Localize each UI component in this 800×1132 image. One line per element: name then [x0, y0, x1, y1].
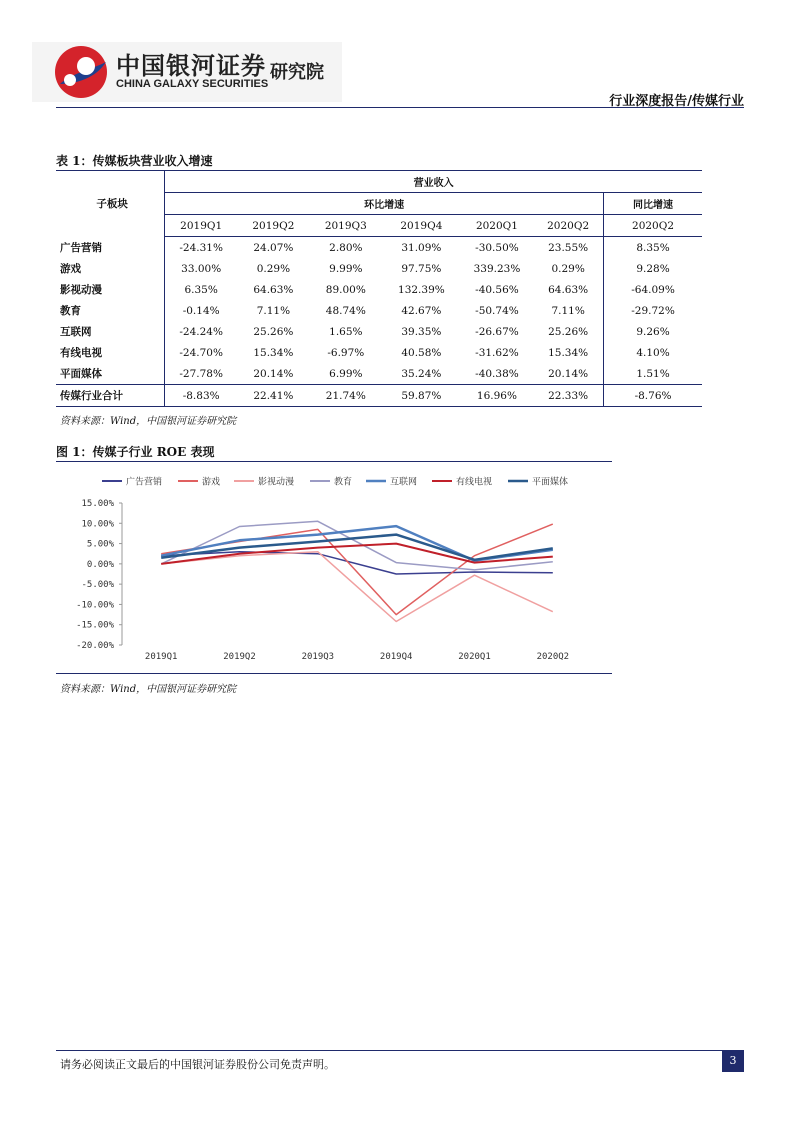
table-cell: -31.62% [475, 346, 519, 359]
legend-label: 平面媒体 [532, 477, 569, 488]
y-tick-label: 10.00% [81, 519, 114, 530]
table-cell: 9.99% [329, 262, 363, 275]
period-header: 2020Q1 [461, 215, 533, 237]
table-cell: 25.26% [548, 325, 589, 338]
series-line [161, 552, 553, 574]
row-label: 传媒行业合计 [56, 385, 165, 407]
table-cell: -0.14% [165, 300, 237, 321]
table-cell: -40.38% [475, 367, 519, 380]
table-cell: 4.10% [604, 342, 702, 363]
table-row [56, 300, 702, 321]
logo-institute-name: 研究院 [270, 62, 324, 83]
table-cell: 8.35% [604, 237, 702, 259]
x-tick-label: 2019Q3 [301, 652, 335, 662]
row-label: 有线电视 [60, 347, 102, 359]
row-label: 互联网 [60, 326, 92, 338]
period-header: 2020Q2 [533, 215, 603, 237]
table-cell: 7.11% [256, 304, 291, 317]
group-header-revenue: 营业收入 [165, 171, 702, 193]
row-label: 影视动漫 [60, 284, 102, 296]
logo-english-name: CHINA GALAXY SECURITIES [116, 78, 269, 90]
table-cell: 0.29% [551, 262, 585, 275]
x-tick-label: 2020Q1 [458, 652, 491, 662]
footer-divider [56, 1050, 744, 1051]
table-cell: 22.33% [533, 385, 603, 407]
table-cell: 6.99% [329, 367, 363, 380]
table-cell: 39.35% [401, 325, 442, 338]
table-cell: 35.24% [401, 367, 442, 380]
row-label: 教育 [60, 305, 81, 317]
series-line [161, 544, 553, 564]
table-row [56, 342, 702, 363]
table-cell: -30.50% [475, 241, 519, 254]
row-label: 游戏 [60, 263, 81, 275]
figure-source-note: 资料来源：Wind，中国银河证券研究院 [60, 684, 237, 695]
table-cell: 0.29% [256, 262, 291, 275]
table-cell: 25.26% [253, 325, 294, 338]
galaxy-logo-icon [52, 44, 110, 100]
revenue-growth-table [56, 171, 702, 407]
y-tick-label: -10.00% [76, 600, 114, 611]
page-number: 3 [722, 1050, 744, 1072]
table-cell: 48.74% [325, 304, 366, 317]
col-header-segment: 子板块 [96, 198, 128, 211]
figure-bottom-rule [56, 673, 612, 674]
y-tick-label: 5.00% [86, 539, 114, 550]
table-cell: -27.78% [165, 363, 237, 385]
table-cell: -26.67% [475, 325, 519, 338]
table-row [56, 258, 702, 279]
table-cell: 15.34% [253, 346, 294, 359]
table-cell: 97.75% [401, 262, 442, 275]
logo-chinese-name: 中国银河证券 [116, 52, 266, 80]
table-source-note: 资料来源：Wind，中国银河证券研究院 [60, 416, 237, 427]
table-cell: 9.26% [604, 321, 702, 342]
y-tick-label: -5.00% [81, 580, 114, 591]
table-row [56, 321, 702, 342]
table-cell: 42.67% [401, 304, 442, 317]
table-cell: -64.09% [604, 279, 702, 300]
table-cell: 339.23% [473, 262, 521, 275]
group-header-qoq: 环比增速 [165, 193, 604, 215]
series-line [161, 552, 553, 622]
table-cell: 7.11% [551, 304, 585, 317]
footer-disclaimer: 请务必阅读正文最后的中国银河证券股份公司免责声明。 [60, 1058, 335, 1071]
legend-label: 影视动漫 [258, 477, 295, 488]
table-cell: 20.14% [253, 367, 294, 380]
legend-label: 互联网 [390, 477, 418, 488]
table-row [56, 237, 702, 259]
table-cell: 20.14% [548, 367, 589, 380]
table-cell: -29.72% [604, 300, 702, 321]
table-cell: 1.65% [329, 325, 363, 338]
table-total-row [56, 385, 702, 407]
report-type: 行业深度报告/传媒行业 [609, 94, 744, 109]
table-cell: 64.63% [548, 283, 589, 296]
legend-label: 游戏 [202, 477, 221, 488]
y-tick-label: -15.00% [76, 620, 114, 631]
table-body [56, 237, 702, 385]
table-cell: 132.39% [398, 283, 445, 296]
period-header: 2019Q3 [310, 215, 382, 237]
header-divider [56, 107, 744, 108]
figure-title: 图 1：传媒子行业 ROE 表现 [56, 445, 215, 459]
table-cell: 1.51% [604, 363, 702, 385]
legend-label: 广告营销 [126, 477, 163, 488]
x-tick-label: 2020Q2 [536, 652, 570, 662]
table-cell: -24.31% [165, 237, 237, 259]
table-cell: 16.96% [461, 385, 533, 407]
table-cell: 9.28% [604, 258, 702, 279]
table-cell: 21.74% [310, 385, 382, 407]
table-title: 表 1：传媒板块营业收入增速 [56, 154, 213, 168]
x-tick-label: 2019Q2 [223, 652, 256, 662]
table-cell: -24.24% [165, 321, 237, 342]
roe-line-chart [56, 462, 612, 672]
legend-label: 教育 [334, 477, 353, 488]
table-row [56, 363, 702, 385]
table-cell: -8.83% [165, 385, 237, 407]
table-cell: 33.00% [165, 258, 237, 279]
table-cell: 6.35% [165, 279, 237, 300]
table-cell: 59.87% [382, 385, 461, 407]
group-header-yoy: 同比增速 [604, 193, 702, 215]
table-cell: -50.74% [475, 304, 519, 317]
table-cell: 2.80% [329, 241, 363, 254]
y-tick-label: 0.00% [86, 559, 114, 570]
table-cell: -8.76% [604, 385, 702, 407]
row-label: 广告营销 [60, 241, 102, 254]
period-header: 2020Q2 [604, 215, 702, 237]
period-header: 2019Q2 [237, 215, 309, 237]
table-cell: -6.97% [327, 346, 365, 359]
table-cell: -24.70% [165, 342, 237, 363]
table-cell: 64.63% [253, 283, 294, 296]
y-tick-label: -20.00% [76, 641, 114, 651]
table-cell: 23.55% [548, 241, 589, 254]
table-cell: -40.56% [475, 283, 519, 296]
table-row [56, 279, 702, 300]
legend-label: 有线电视 [456, 477, 493, 488]
table-cell: 89.00% [325, 283, 366, 296]
period-header: 2019Q4 [382, 215, 461, 237]
table-cell: 15.34% [548, 346, 589, 359]
row-label: 平面媒体 [60, 368, 102, 380]
y-tick-label: 15.00% [81, 499, 114, 509]
period-header: 2019Q1 [165, 215, 237, 237]
table-cell: 22.41% [237, 385, 309, 407]
x-tick-label: 2019Q1 [144, 652, 178, 662]
table-cell: 24.07% [253, 241, 294, 254]
x-tick-label: 2019Q4 [379, 652, 413, 662]
table-cell: 31.09% [401, 241, 442, 254]
table-cell: 40.58% [401, 346, 442, 359]
